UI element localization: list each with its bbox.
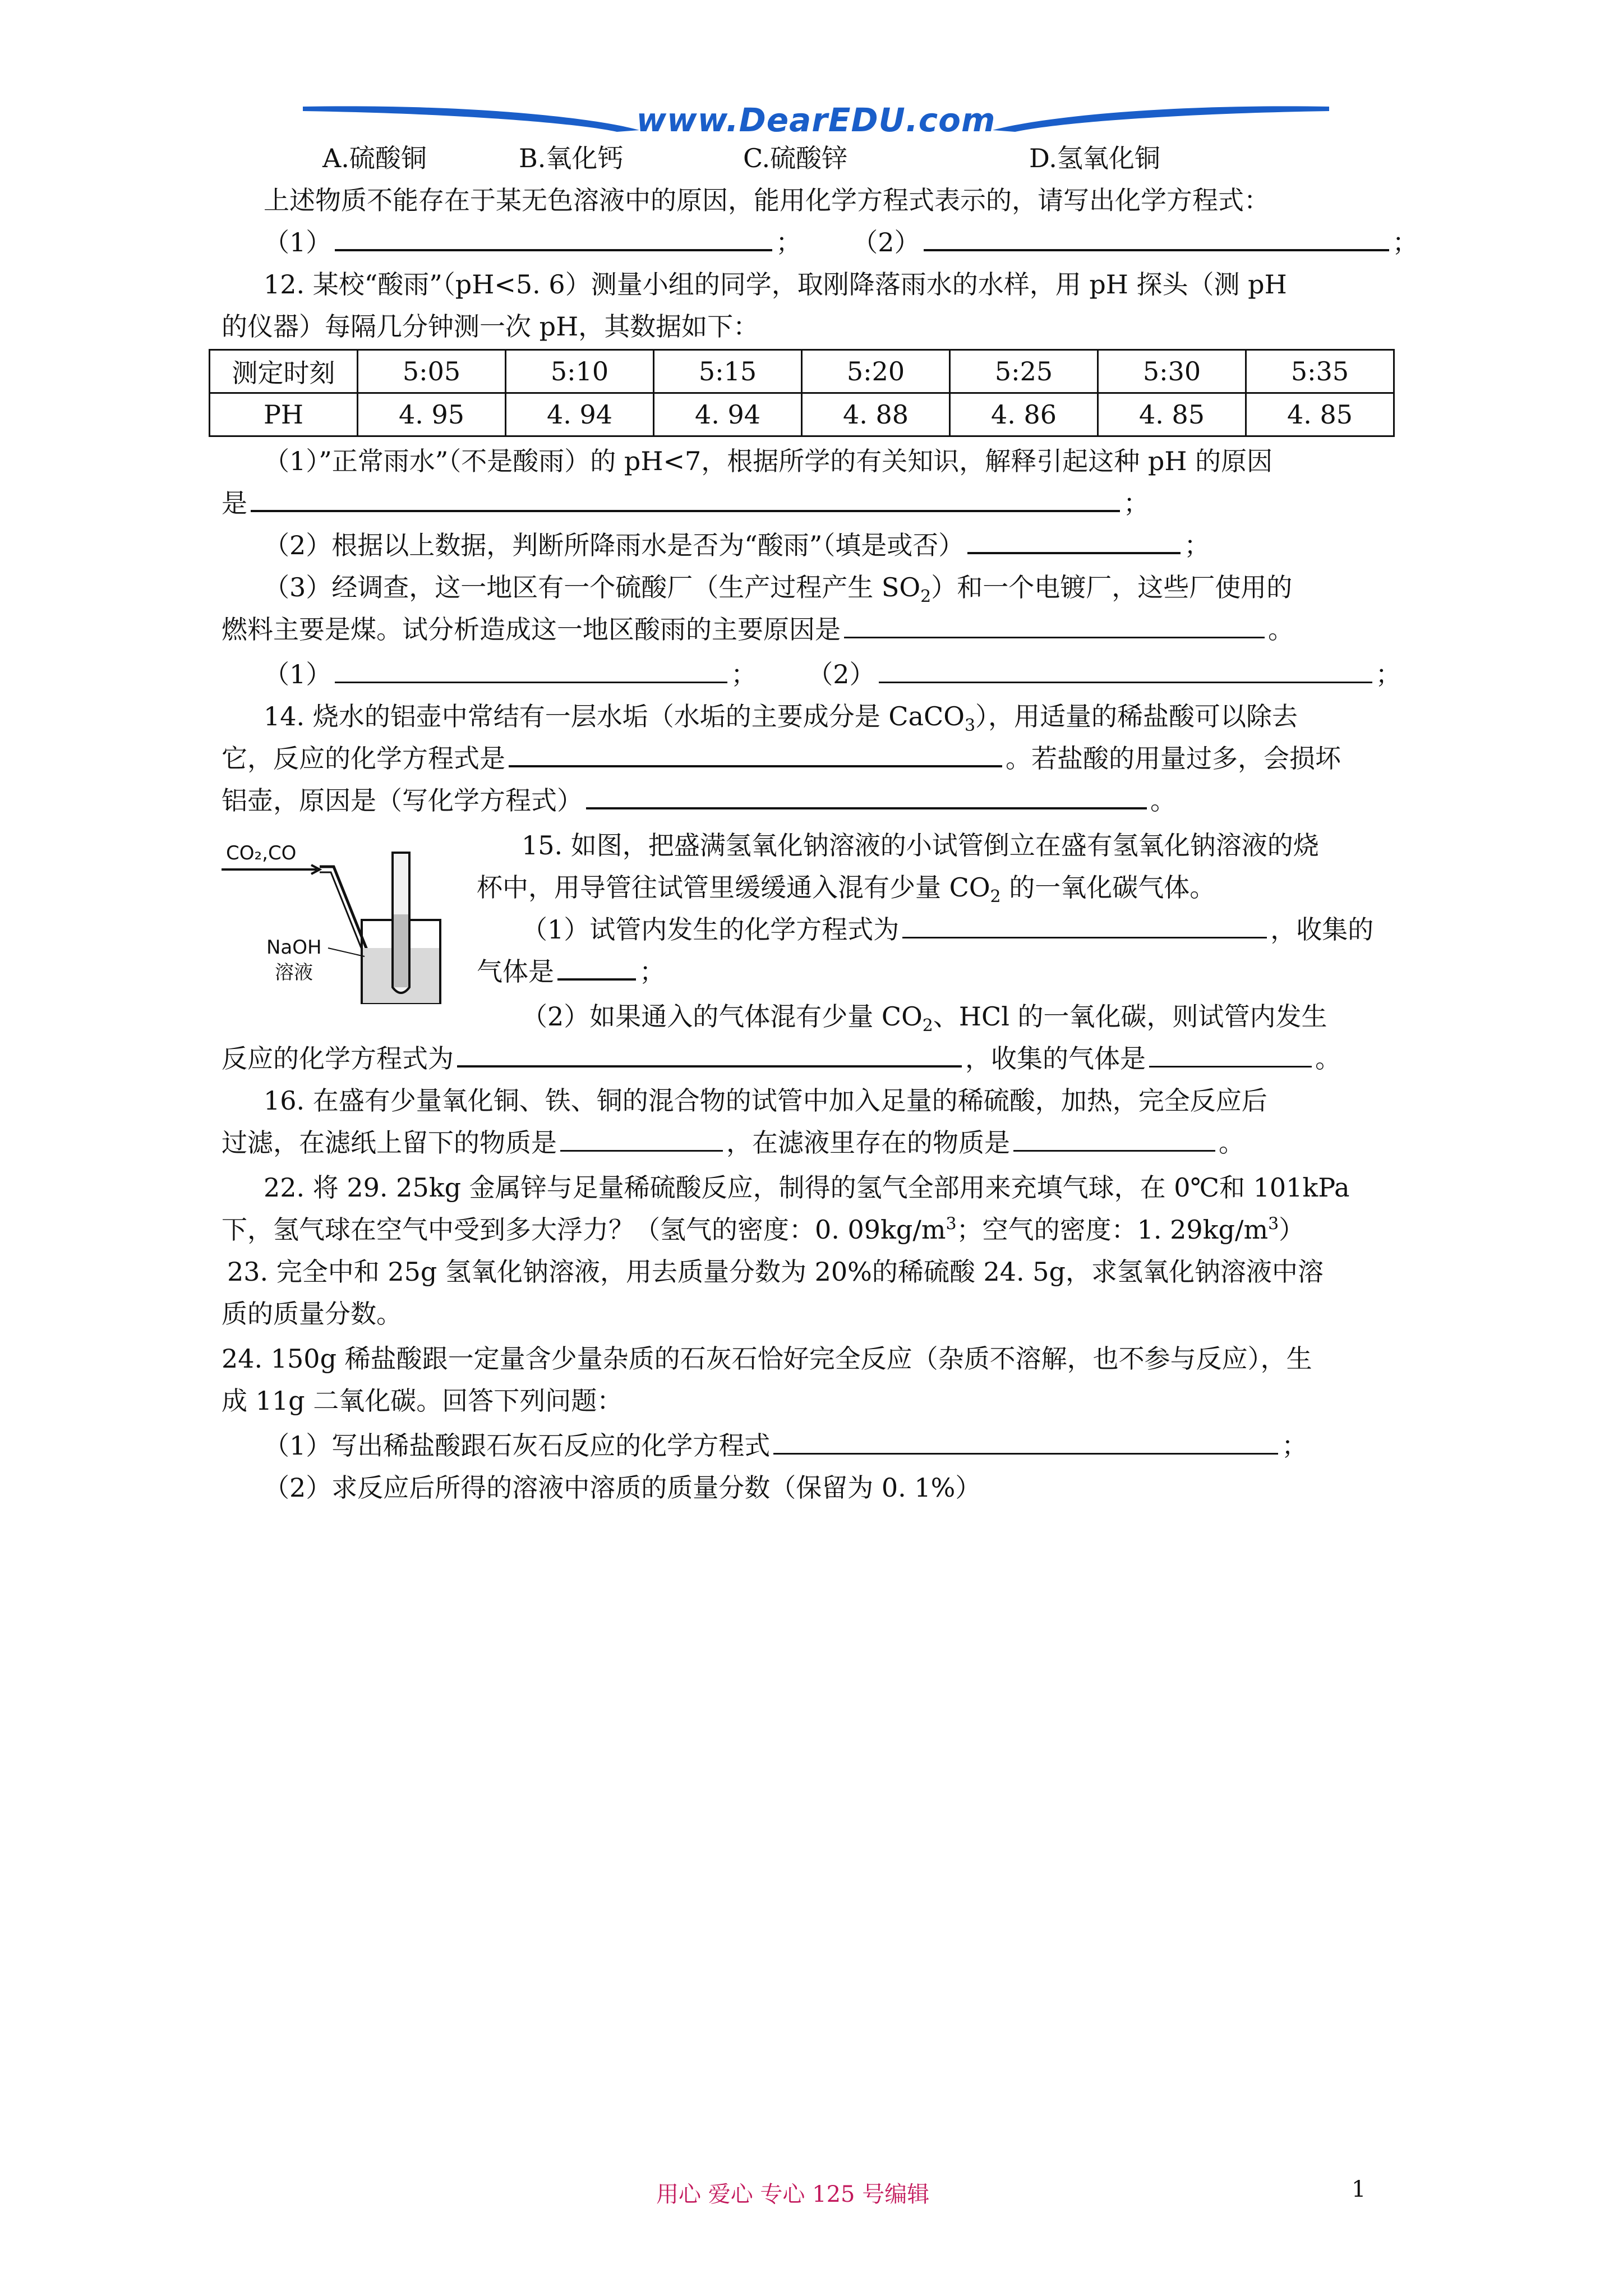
q15-s2-text-b: 、HCl 的一氧化碳，则试管内发生 (933, 1001, 1327, 1032)
q14-blank1[interactable] (509, 740, 1002, 767)
q16-text-b: ，在滤液里存在的物质是 (726, 1128, 1010, 1158)
gas-absorption-apparatus-icon (222, 836, 446, 1004)
table-row (210, 393, 1394, 436)
q24-line1: 24. 150g 稀盐酸跟一定量含少量杂质的石灰石恰好完全反应（杂质不溶解，也不参与反应），生 (222, 1343, 1312, 1374)
q12-s1-line2 (222, 485, 1149, 521)
q16-end: 。 (1219, 1128, 1244, 1158)
q11-separator: ； (776, 227, 802, 257)
watermark-text: www.DearEDU.com (636, 101, 996, 139)
q22-line2 (222, 1212, 1304, 1248)
q15-s1-blank1[interactable] (902, 912, 1267, 938)
option-a: A.硫酸铜 (322, 143, 427, 173)
q14-line1 (264, 698, 1298, 734)
q12-s2 (264, 527, 1210, 563)
q11-answer1-blank[interactable] (335, 224, 772, 251)
q15-s2-line1 (522, 999, 1327, 1034)
q11-answer2-blank[interactable] (924, 224, 1389, 251)
q12-s4-separator: ； (731, 659, 757, 689)
q22-text-c: ） (1279, 1214, 1305, 1245)
q14-text-a: 14. 烧水的铝壶中常结有一层水垢（水垢的主要成分是 CaCO (264, 701, 965, 731)
q24-s2: （2）求反应后所得的溶液中溶质的质量分数（保留为 0. 1%） (264, 1473, 981, 1503)
q12-s3-blank[interactable] (844, 612, 1265, 638)
superscript: 3 (946, 1214, 957, 1234)
q12-s1-end: ； (1123, 488, 1149, 518)
q15-s2-text-d: ，收集的气体是 (965, 1043, 1146, 1074)
table-cell: 5:30 (1098, 350, 1246, 393)
q16-blank2[interactable] (1013, 1125, 1215, 1152)
q12-s4-end: ； (1375, 659, 1401, 689)
q15-s2-text-c: 反应的化学方程式为 (222, 1043, 454, 1074)
figure-gas-label: CO₂,CO (226, 842, 297, 864)
q16-line1: 16. 在盛有少量氧化铜、铁、铜的混合物的试管中加入足量的稀硫酸，加热，完全反应后 (264, 1085, 1267, 1116)
q12-s2-blank[interactable] (967, 527, 1181, 554)
q15-s1-text: （1）试管内发生的化学方程式为 (522, 914, 900, 945)
q14-text-e: 铝壶，原因是（写化学方程式） (222, 785, 583, 816)
table-cell: 4. 94 (506, 393, 654, 436)
q15-s2-end: 。 (1315, 1043, 1341, 1074)
options-line (322, 140, 427, 176)
figure-naoh-label: NaOH (266, 936, 322, 959)
ph-data-table (209, 349, 1395, 437)
q12-s3-text-a: （3）经调查，这一地区有一个硫酸厂（生产过程产生 SO (264, 572, 921, 602)
q22-text-a: 下，氢气球在空气中受到多大浮力？（氢气的密度：0. 09kg/m (222, 1214, 946, 1245)
q12-s3-end: 。 (1268, 614, 1294, 645)
q12-s4 (264, 656, 1401, 692)
q24-s1-blank[interactable] (773, 1428, 1278, 1455)
q15-s2-blank2[interactable] (1149, 1041, 1312, 1068)
q15-text-a: 杯中，用导管往试管里缓缓通入混有少量 CO (477, 872, 990, 903)
q12-s4-part1-label: （1） (264, 659, 332, 689)
table-cell: 5:10 (506, 350, 654, 393)
q16-blank1[interactable] (560, 1125, 723, 1152)
subscript: 3 (964, 716, 976, 736)
option-c: C.硫酸锌 (743, 143, 848, 173)
q12-s3-text-c: 燃料主要是煤。试分析造成这一地区酸雨的主要原因是 (222, 614, 841, 645)
q14-text-d: 。若盐酸的用量过多，会损坏 (1006, 743, 1341, 774)
header-banner (303, 101, 1329, 146)
q15-line2 (477, 869, 1215, 905)
q12-s1-blank[interactable] (251, 485, 1120, 512)
q11-part2-label: （2） (852, 227, 920, 257)
q24-s1-text: （1）写出稀盐酸跟石灰石反应的化学方程式 (264, 1430, 771, 1461)
q11-part1-label: （1） (264, 227, 332, 257)
table-cell: 4. 85 (1246, 393, 1394, 436)
subscript: 2 (920, 587, 932, 607)
option-d: D.氢氧化铜 (1029, 143, 1160, 173)
table-cell: 5:20 (802, 350, 950, 393)
table-cell: 5:25 (950, 350, 1098, 393)
q15-s1-text-b: 气体是 (477, 956, 554, 987)
q15-s2-blank1[interactable] (457, 1041, 962, 1068)
q12-s4-part2-label: （2） (807, 659, 875, 689)
apparatus-figure (222, 836, 446, 1004)
q12-s4-blank2[interactable] (879, 657, 1372, 683)
q14-end: 。 (1150, 785, 1176, 816)
q12-s1-line1: （1）”正常雨水”（不是酸雨）的 pH<7，根据所学的有关知识，解释引起这种 pH 的原因 (264, 446, 1273, 476)
figure-solution-label: 溶液 (275, 961, 313, 984)
superscript: 3 (1268, 1214, 1279, 1234)
q24-s1 (264, 1428, 1307, 1464)
table-cell: PH (210, 393, 358, 436)
q15-s1-end: ，收集的 (1270, 914, 1374, 945)
q16-text-a: 过滤，在滤纸上留下的物质是 (222, 1128, 557, 1158)
q22-line1: 22. 将 29. 25kg 金属锌与足量稀硫酸反应，制得的氢气全部用来充填气球，在 0℃和 101kPa (264, 1172, 1350, 1203)
table-cell: 4. 85 (1098, 393, 1246, 436)
q14-blank2[interactable] (586, 783, 1147, 809)
q15-s1-line2 (477, 954, 665, 990)
q15-s1-blank2[interactable] (557, 954, 636, 981)
q12-line2: 的仪器）每隔几分钟测一次 pH，其数据如下： (222, 311, 759, 342)
q15-s2-line2 (222, 1041, 1341, 1076)
table-cell: 5:05 (358, 350, 506, 393)
q15-s1-end-b: ； (639, 956, 665, 987)
q15-text-b: 的一氧化碳气体。 (1000, 872, 1216, 903)
q11-end: ； (1392, 227, 1418, 257)
q12-s1-prefix: 是 (222, 488, 247, 518)
q12-s2-end: ； (1184, 530, 1210, 560)
q14-text-c: 它，反应的化学方程式是 (222, 743, 505, 774)
table-cell: 5:35 (1246, 350, 1394, 393)
footer-text: 用心 爱心 专心 125 号编辑 (656, 2182, 930, 2207)
q12-s4-blank1[interactable] (335, 657, 727, 683)
q12-s3-line1 (264, 569, 1292, 605)
subscript: 2 (922, 1016, 933, 1036)
q14-line3 (222, 783, 1176, 818)
q15-s1-line1 (522, 912, 1373, 947)
q12-line1: 12. 某校“酸雨”（pH<5. 6）测量小组的同学，取刚降落雨水的水样，用 pH 探头（测 pH (264, 269, 1287, 300)
table-cell: 4. 88 (802, 393, 950, 436)
q15-line1: 15. 如图，把盛满氢氧化钠溶液的小试管倒立在盛有氢氧化钠溶液的烧 (522, 830, 1319, 861)
q11-prompt: 上述物质不能存在于某无色溶液中的原因，能用化学方程式表示的，请写出化学方程式： (264, 185, 1270, 215)
q11-answers (264, 224, 1418, 260)
table-cell: 5:15 (654, 350, 802, 393)
subscript: 2 (990, 887, 1001, 907)
table-cell: 4. 95 (358, 393, 506, 436)
q22-text-b: ；空气的密度：1. 29kg/m (956, 1214, 1269, 1245)
q23-line2: 质的质量分数。 (222, 1299, 402, 1329)
page-number: 1 (1352, 2177, 1366, 2202)
table-cell: 测定时刻 (210, 350, 358, 393)
q12-s3-text-b: ）和一个电镀厂，这些厂使用的 (931, 572, 1293, 602)
q24-s1-end: ； (1281, 1430, 1308, 1461)
q14-text-b: ），用适量的稀盐酸可以除去 (975, 701, 1298, 731)
table-cell: 4. 86 (950, 393, 1098, 436)
q24-line2: 成 11g 二氧化碳。回答下列问题： (222, 1386, 623, 1416)
table-row (210, 350, 1394, 393)
q23-line1: 23. 完全中和 25g 氢氧化钠溶液，用去质量分数为 20%的稀硫酸 24. 5g，求氢氧化钠溶液中溶 (227, 1257, 1324, 1287)
table-cell: 4. 94 (654, 393, 802, 436)
q12-s2-text: （2）根据以上数据，判断所降雨水是否为“酸雨”（填是或否） (264, 530, 965, 560)
q14-line2 (222, 740, 1341, 776)
q12-s3-line2 (222, 611, 1294, 647)
option-b: B.氧化钙 (519, 143, 624, 173)
q15-s2-text-a: （2）如果通入的气体混有少量 CO (522, 1001, 923, 1032)
q16-line2 (222, 1125, 1244, 1161)
